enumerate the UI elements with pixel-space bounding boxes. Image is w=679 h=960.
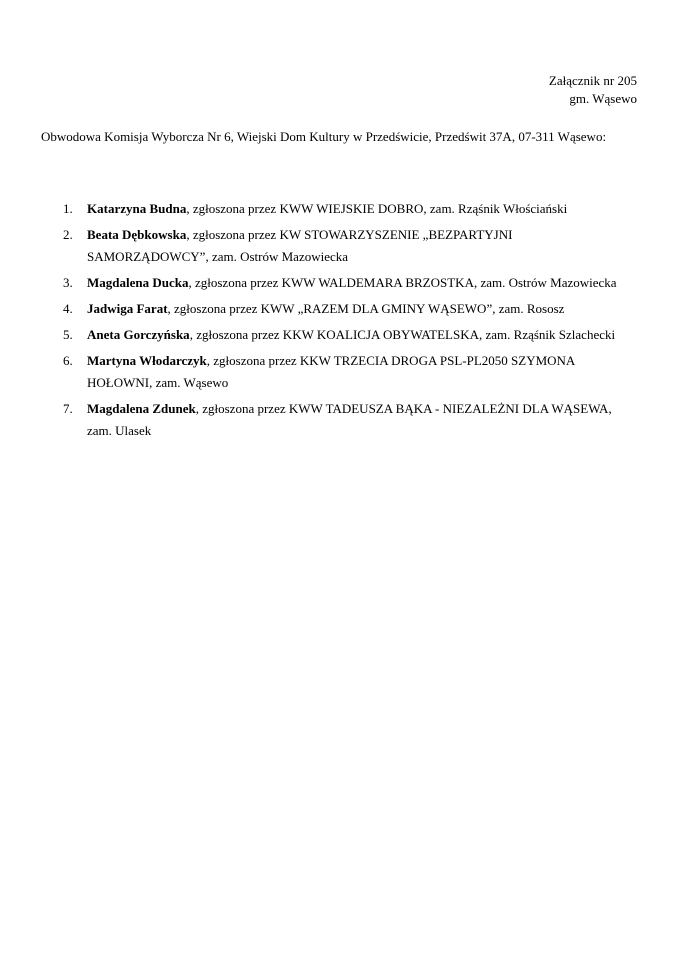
member-details: , zgłoszona przez KWW TADEUSZA BĄKA - NIEZALEŻNI DLA WĄSEWA, zam. Ulasek xyxy=(87,401,612,438)
member-name: Aneta Gorczyńska xyxy=(87,327,190,342)
member-details: , zgłoszona przez KKW KOALICJA OBYWATELSKA, zam. Rząśnik Szlachecki xyxy=(189,327,616,342)
members-list xyxy=(41,198,637,446)
attachment-header xyxy=(549,72,637,108)
member-details: , zgłoszona przez KKW TRZECIA DROGA PSL-PL2050 SZYMONA HOŁOWNI, zam. Wąsewo xyxy=(87,353,575,390)
member-name: Katarzyna Budna xyxy=(87,201,187,216)
member-name: Beata Dębkowska xyxy=(87,227,187,242)
member-name: Magdalena Ducka xyxy=(87,275,189,290)
item-number: 1. xyxy=(63,201,73,216)
member-details: , zgłoszona przez KW STOWARZYSZENIE „BEZPARTYJNI SAMORZĄDOWCY”, zam. Ostrów Mazowiecka xyxy=(87,227,513,264)
attachment-number: Załącznik nr 205 xyxy=(548,73,637,88)
member-details: , zgłoszona przez KWW WALDEMARA BRZOSTKA, zam. Ostrów Mazowiecka xyxy=(188,275,617,290)
list-item xyxy=(41,198,637,220)
municipality-name: gm. Wąsewo xyxy=(569,91,637,106)
list-item xyxy=(41,350,637,394)
item-number: 4. xyxy=(63,301,73,316)
list-item xyxy=(41,324,637,346)
item-number: 5. xyxy=(63,327,73,342)
member-name: Magdalena Zdunek xyxy=(87,401,196,416)
list-item xyxy=(41,398,637,442)
member-details: , zgłoszona przez KWW „RAZEM DLA GMINY WĄSEWO”, zam. Rososz xyxy=(167,301,565,316)
item-number: 6. xyxy=(63,353,73,368)
member-details: , zgłoszona przez KWW WIEJSKIE DOBRO, zam. Rząśnik Włościański xyxy=(186,201,568,216)
item-number: 7. xyxy=(63,401,73,416)
item-number: 3. xyxy=(63,275,73,290)
list-item xyxy=(41,298,637,320)
item-number: 2. xyxy=(63,227,73,242)
member-name: Jadwiga Farat xyxy=(87,301,168,316)
list-item xyxy=(41,224,637,268)
commission-description: Obwodowa Komisja Wyborcza Nr 6, Wiejski Dom Kultury w Przedświcie, Przedświt 37A, 07-311 Wąsewo: xyxy=(41,129,607,144)
list-item xyxy=(41,272,637,294)
member-name: Martyna Włodarczyk xyxy=(87,353,207,368)
